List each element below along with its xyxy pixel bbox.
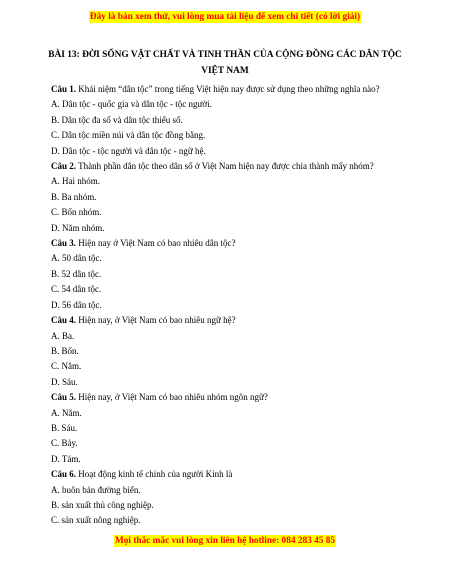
question-text: Khái niệm “dân tộc” trong tiếng Việt hiện nay được sử dụng theo những nghĩa nào? [78,84,380,94]
question-text: Hoạt động kinh tế chính của người Kinh là [78,469,233,480]
answer-option: B. Bốn. [51,345,79,356]
lesson-title-line-2: VIỆT NAM [201,66,249,76]
question-number: Câu 6. [51,469,77,480]
question-number: Câu 3. [51,238,77,249]
question-number: Câu 1. [51,84,77,94]
hotline-text: Mọi thắc mắc vui lòng xin liên hệ hotline: 084 283 45 85 [114,536,336,546]
question-stem [51,236,411,251]
hotline-footer [0,535,450,547]
answer-option: A. buôn bán đường biển. [51,484,141,495]
lesson-title [40,47,410,79]
question-text: Hiện nay, ở Việt Nam có bao nhiêu ngữ hệ? [78,315,236,326]
question-stem [51,467,411,482]
answer-option: D. Năm nhóm. [51,222,105,233]
answer-option: D. Tám. [51,453,81,464]
answer-option: C. Dân tộc miền núi và dân tộc đồng bằng. [51,130,206,141]
answer-option: A. Năm. [51,407,82,418]
answer-option: D. Dân tộc - tộc người và dân tộc - ngữ hệ. [51,145,206,156]
question-text: Hiện nay, ở Việt Nam có bao nhiêu nhóm ngôn ngữ? [78,392,268,403]
question-number: Câu 5. [51,392,77,403]
preview-banner [0,11,450,23]
answer-option: C. Năm. [51,361,82,372]
question-number: Câu 2. [51,161,77,172]
question-number: Câu 4. [51,315,77,326]
question-stem [51,82,411,97]
answer-option: C. sản xuất nông nghiệp. [51,515,141,526]
question-stem [51,390,411,405]
question-text: Thành phần dân tộc theo dân số ở Việt Nam hiện nay được chia thành mấy nhóm? [78,161,374,172]
answer-option: A. Ba. [51,330,75,341]
answer-option: B. Ba nhóm. [51,191,97,202]
answer-option: B. sản xuất thủ công nghiệp. [51,499,154,510]
answer-option: C. Bốn nhóm. [51,207,102,218]
answer-option: B. Sáu. [51,422,78,433]
question-stem [51,313,411,328]
answer-option: B. 52 dân tộc. [51,268,102,279]
answer-option: D. 56 dân tộc. [51,299,102,310]
answer-option: A. Dân tộc - quốc gia và dân tộc - tộc người. [51,99,212,110]
answer-option: C. Bảy. [51,438,78,449]
answer-option: D. Sáu. [51,376,78,387]
answer-option: C. 54 dân tộc. [51,284,102,295]
answer-option: A. 50 dân tộc. [51,253,102,264]
answer-option: B. Dân tộc đa số và dân tộc thiểu số. [51,114,183,125]
question-text: Hiện nay ở Việt Nam có bao nhiêu dân tộc? [78,238,236,249]
answer-option: A. Hai nhóm. [51,176,100,187]
preview-banner-text: Đây là bản xem thử, vui lòng mua tài liệu để xem chi tiết (có lời giải) [89,12,361,22]
question-stem [51,159,411,174]
question-list [51,82,411,529]
lesson-title-line-1: BÀI 13: ĐỜI SỐNG VẬT CHẤT VÀ TINH THẦN CỦA CỘNG ĐỒNG CÁC DÂN TỘC [48,50,402,60]
